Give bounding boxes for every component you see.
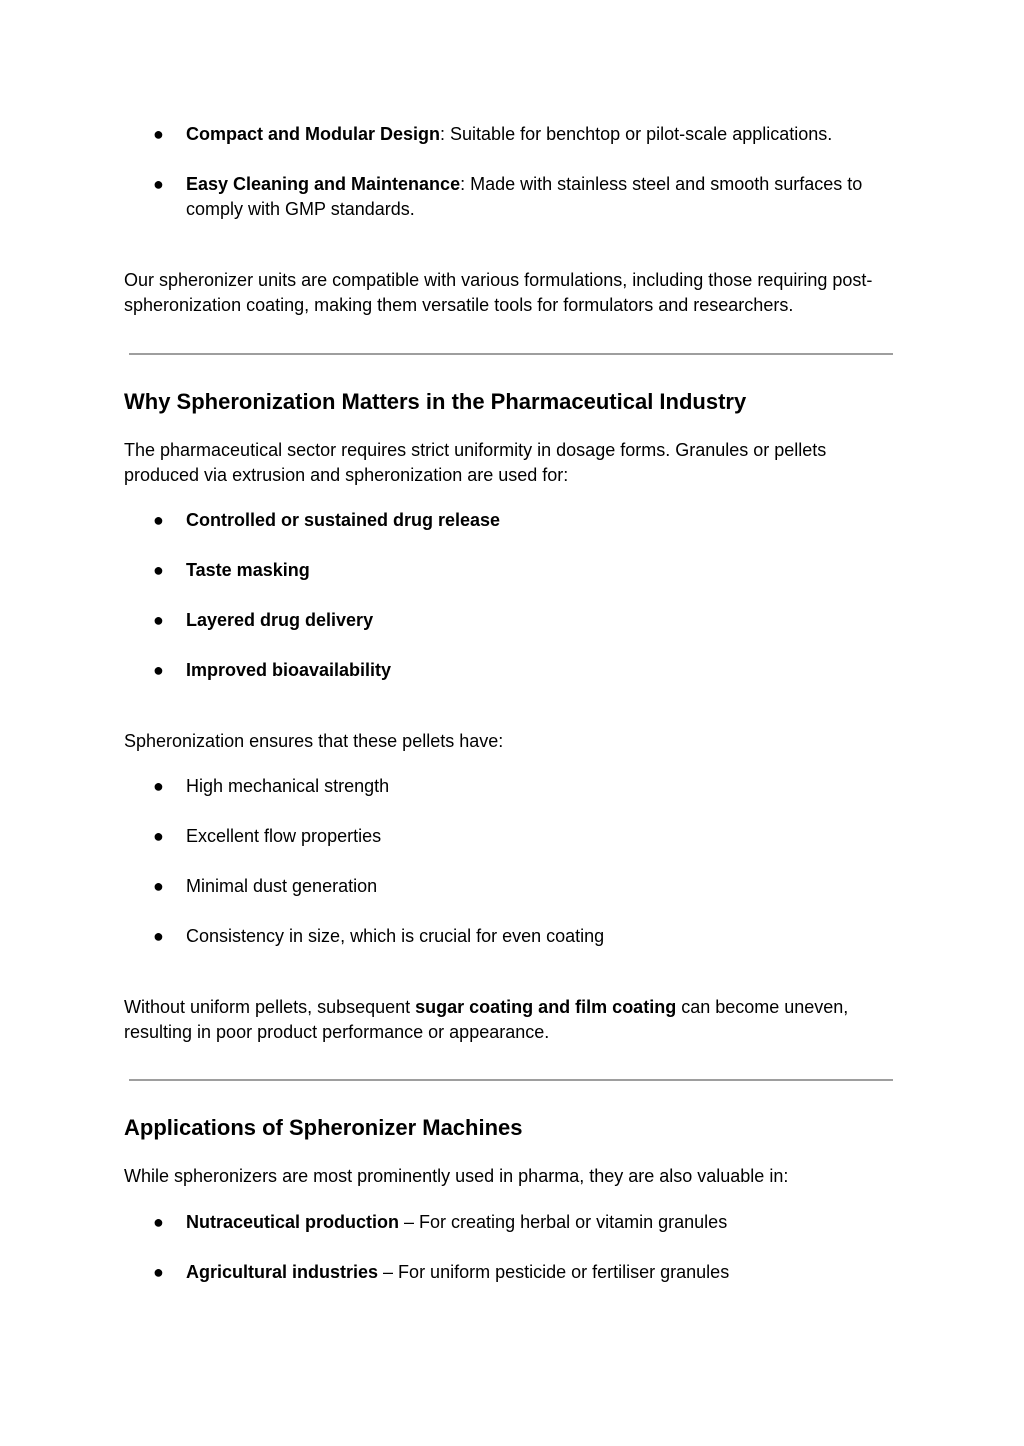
list-item-term: Easy Cleaning and Maintenance: [186, 174, 461, 194]
bullet-icon: ●: [153, 926, 164, 946]
list-item: [124, 1260, 904, 1285]
paragraph-text: can become uneven, resulting in poor product performance or appearance.: [124, 997, 849, 1042]
bullet-icon: ●: [153, 510, 164, 530]
pellet-properties-list: [124, 774, 904, 949]
bullet-icon: ●: [153, 660, 164, 680]
list-item: [124, 824, 904, 849]
list-item: [124, 558, 904, 583]
list-item-text: High mechanical strength: [186, 776, 390, 796]
list-item-text: Consistency in size, which is crucial for even coating: [186, 926, 605, 946]
bullet-icon: ●: [153, 1212, 164, 1232]
paragraph-uniform-pellets: [124, 995, 904, 1045]
list-item: [124, 608, 904, 633]
bullet-icon: ●: [153, 560, 164, 580]
list-item: [124, 122, 904, 147]
list-item-text: – For creating herbal or vitamin granules: [399, 1212, 728, 1232]
list-item-text: Excellent flow properties: [186, 826, 382, 846]
bullet-icon: ●: [153, 174, 164, 194]
paragraph-emphasis: sugar coating and film coating: [415, 997, 677, 1017]
list-item-text: : Suitable for benchtop or pilot-scale applications.: [440, 124, 833, 144]
list-item-text: Layered drug delivery: [186, 610, 374, 630]
bullet-icon: ●: [153, 776, 164, 796]
bullet-icon: ●: [153, 876, 164, 896]
bullet-icon: ●: [153, 1262, 164, 1282]
bullet-icon: ●: [153, 124, 164, 144]
list-item-text: Minimal dust generation: [186, 876, 378, 896]
section-heading-why-spheronization: Why Spheronization Matters in the Pharmaceutical Industry: [124, 389, 747, 414]
list-item: [124, 1210, 904, 1235]
list-item: [124, 774, 904, 799]
horizontal-divider: [129, 1079, 893, 1081]
list-item-text: – For uniform pesticide or fertiliser granules: [378, 1262, 730, 1282]
uses-list: [124, 508, 904, 683]
list-item-text: Improved bioavailability: [186, 660, 392, 680]
paragraph-applications-intro: While spheronizers are most prominently used in pharma, they are also valuable in:: [124, 1166, 789, 1186]
applications-list: [124, 1210, 904, 1285]
paragraph-compatibility: Our spheronizer units are compatible with various formulations, including those requiring post-spheronization coating, making them versatile tools for formulators and researchers.: [124, 270, 873, 315]
section-heading-applications: Applications of Spheronizer Machines: [124, 1115, 523, 1140]
list-item: [124, 508, 904, 533]
list-item: [124, 658, 904, 683]
paragraph-pharma-sector: The pharmaceutical sector requires strict uniformity in dosage forms. Granules or pellets produced via extrusion and spheronization are used for:: [124, 440, 827, 485]
bullet-icon: ●: [153, 826, 164, 846]
list-item: [124, 874, 904, 899]
paragraph-pellet-properties-intro: Spheronization ensures that these pellets have:: [124, 731, 504, 751]
list-item-text: : Made with stainless steel and smooth surfaces to comply with GMP standards.: [186, 174, 863, 219]
list-item: [124, 172, 904, 222]
list-item-text: Controlled or sustained drug release: [186, 510, 501, 530]
list-item-term: Nutraceutical production: [186, 1212, 400, 1232]
list-item: [124, 924, 904, 949]
horizontal-divider: [129, 353, 893, 355]
features-list: [124, 122, 904, 222]
paragraph-text: Without uniform pellets, subsequent: [124, 997, 416, 1017]
list-item-term: Agricultural industries: [186, 1262, 379, 1282]
list-item-text: Taste masking: [186, 560, 310, 580]
list-item-term: Compact and Modular Design: [186, 124, 441, 144]
bullet-icon: ●: [153, 610, 164, 630]
